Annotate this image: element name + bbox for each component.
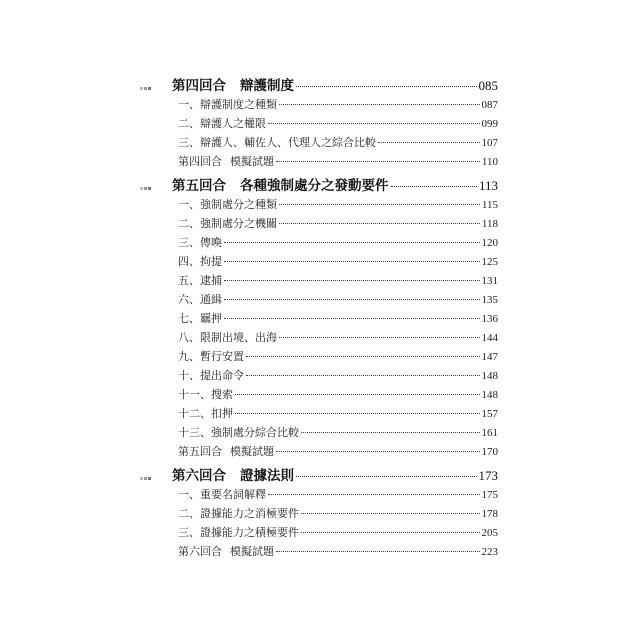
dot-leader <box>279 104 480 105</box>
quiz-entry[interactable] <box>148 543 498 562</box>
section-entry[interactable] <box>148 291 498 310</box>
section-label: 九、暫行安置 <box>178 350 244 363</box>
section-entry[interactable] <box>148 505 498 524</box>
dot-leader <box>224 242 480 243</box>
chapter-heading[interactable] <box>148 464 498 486</box>
quiz-chapter-label: 第五回合 <box>178 445 222 458</box>
dot-leader <box>301 432 480 433</box>
section-page-number: 107 <box>481 137 498 149</box>
section-page-number: 136 <box>481 313 498 325</box>
section-page-number: 087 <box>481 99 498 111</box>
dot-leader <box>224 280 480 281</box>
section-label: 二、強制處分之機關 <box>178 217 277 230</box>
chapter-title: 各種強制處分之發動要件 <box>240 178 389 194</box>
quiz-title: 模擬試題 <box>230 155 274 168</box>
dot-leader <box>224 261 480 262</box>
section-label: 四、拘提 <box>178 255 222 268</box>
section-entry[interactable] <box>148 272 498 291</box>
section-entry[interactable] <box>148 486 498 505</box>
dot-leader <box>268 123 480 124</box>
section-page-number: 161 <box>481 427 498 439</box>
section-page-number: 148 <box>481 370 498 382</box>
dot-leader <box>224 318 480 319</box>
section-entry[interactable] <box>148 367 498 386</box>
chapter-marker-icon <box>140 187 151 190</box>
dot-leader <box>279 223 480 224</box>
dot-leader <box>246 375 480 376</box>
section-page-number: 135 <box>481 294 498 306</box>
section-page-number: 178 <box>481 508 498 520</box>
dot-leader <box>391 186 477 187</box>
section-label: 六、通緝 <box>178 293 222 306</box>
section-label: 八、限制出境、出海 <box>178 331 277 344</box>
chapter-page-number: 085 <box>478 78 498 93</box>
section-label: 一、強制處分之種類 <box>178 198 277 211</box>
section-label: 二、辯護人之權限 <box>178 117 266 130</box>
section-entry[interactable] <box>148 348 498 367</box>
dot-leader <box>235 394 480 395</box>
table-of-contents <box>148 74 498 564</box>
section-entry[interactable] <box>148 234 498 253</box>
dot-leader <box>296 86 477 87</box>
section-entry[interactable] <box>148 196 498 215</box>
dot-leader <box>301 532 480 533</box>
section-page-number: 115 <box>481 199 498 211</box>
section-entry[interactable] <box>148 115 498 134</box>
chapter-marker-icon <box>140 87 151 90</box>
section-page-number: 125 <box>481 256 498 268</box>
chapter-title: 證據法則 <box>240 468 294 484</box>
section-entry[interactable] <box>148 405 498 424</box>
quiz-page-number: 110 <box>481 156 498 168</box>
quiz-page-number: 170 <box>481 446 498 458</box>
dot-leader <box>279 204 480 205</box>
section-label: 一、重要名詞解釋 <box>178 488 266 501</box>
chapter-title: 辯護制度 <box>240 78 294 94</box>
dot-leader <box>276 161 480 162</box>
section-entry[interactable] <box>148 310 498 329</box>
section-page-number: 144 <box>481 332 498 344</box>
quiz-chapter-label: 第四回合 <box>178 155 222 168</box>
section-label: 三、證據能力之積極要件 <box>178 526 299 539</box>
dot-leader <box>301 513 480 514</box>
section-page-number: 118 <box>481 218 498 230</box>
section-label: 一、辯護制度之種類 <box>178 98 277 111</box>
section-label: 五、逮捕 <box>178 274 222 287</box>
section-entry[interactable] <box>148 134 498 153</box>
dot-leader <box>224 299 480 300</box>
dot-leader <box>235 413 480 414</box>
section-page-number: 120 <box>481 237 498 249</box>
dot-leader <box>268 494 480 495</box>
chapter-heading[interactable] <box>148 174 498 196</box>
chapter-block <box>148 174 498 462</box>
quiz-entry[interactable] <box>148 153 498 172</box>
section-entry[interactable] <box>148 96 498 115</box>
dot-leader <box>279 337 480 338</box>
dot-leader <box>378 142 480 143</box>
section-label: 十三、強制處分綜合比較 <box>178 426 299 439</box>
section-label: 十、提出命令 <box>178 369 244 382</box>
section-page-number: 147 <box>481 351 498 363</box>
section-label: 七、羈押 <box>178 312 222 325</box>
section-label: 三、傳喚 <box>178 236 222 249</box>
dot-leader <box>246 356 480 357</box>
section-label: 二、證據能力之消極要件 <box>178 507 299 520</box>
dot-leader <box>296 476 477 477</box>
quiz-entry[interactable] <box>148 443 498 462</box>
section-label: 十二、扣押 <box>178 407 233 420</box>
section-label: 三、辯護人、輔佐人、代理人之綜合比較 <box>178 136 376 149</box>
quiz-title: 模擬試題 <box>230 545 274 558</box>
chapter-marker-icon <box>140 477 151 480</box>
chapter-page-number: 173 <box>478 468 498 483</box>
section-page-number: 175 <box>481 489 498 501</box>
chapter-page-number: 113 <box>478 178 498 193</box>
section-page-number: 099 <box>481 118 498 130</box>
chapter-number: 第五回合 <box>172 178 226 194</box>
chapter-block <box>148 464 498 562</box>
section-page-number: 205 <box>481 527 498 539</box>
section-entry[interactable] <box>148 524 498 543</box>
section-entry[interactable] <box>148 329 498 348</box>
section-entry[interactable] <box>148 215 498 234</box>
chapter-number: 第六回合 <box>172 468 226 484</box>
chapter-block <box>148 74 498 172</box>
section-page-number: 131 <box>481 275 498 287</box>
section-entry[interactable] <box>148 386 498 405</box>
section-page-number: 148 <box>481 389 498 401</box>
section-label: 十一、搜索 <box>178 388 233 401</box>
section-entry[interactable] <box>148 424 498 443</box>
chapter-number: 第四回合 <box>172 78 226 94</box>
quiz-page-number: 223 <box>481 546 498 558</box>
section-entry[interactable] <box>148 253 498 272</box>
section-page-number: 157 <box>481 408 498 420</box>
chapter-heading[interactable] <box>148 74 498 96</box>
dot-leader <box>276 451 480 452</box>
quiz-title: 模擬試題 <box>230 445 274 458</box>
quiz-chapter-label: 第六回合 <box>178 545 222 558</box>
dot-leader <box>276 551 480 552</box>
